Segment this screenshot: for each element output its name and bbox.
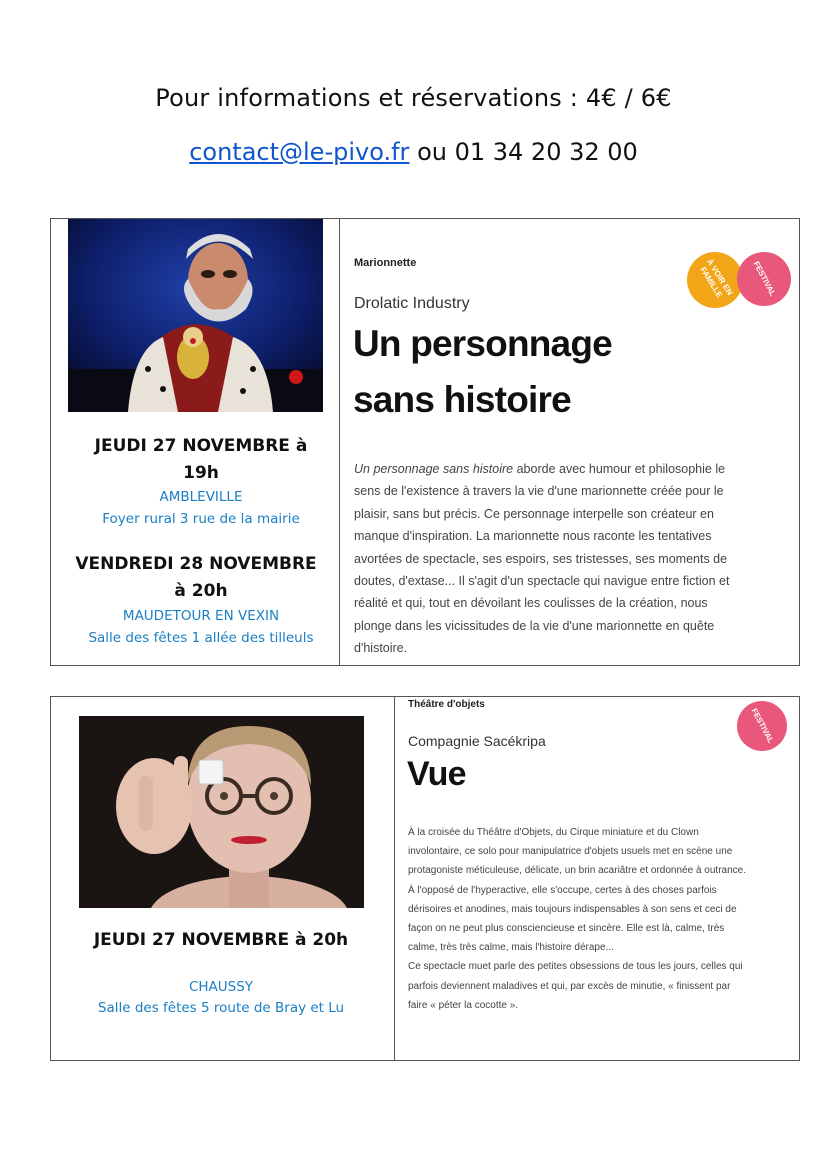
show-card-vue [50,696,800,1061]
card-divider [394,697,395,1060]
show-title: Vue [407,755,466,793]
venue-2-town: MAUDETOUR EN VEXIN [122,608,280,624]
show-category: Marionnette [354,257,417,269]
venue-1-address: Foyer rural 3 rue de la mairie [102,511,300,527]
description-paragraph-2: À l'opposé de l'hyperactive, elle s'occupe, certes à des choses parfois dérisoires et anodines, mais toujours indispensables à son sens et ceci de façon on ne peut plus consciencieuse et sincère. Elle est là, calme, très calme, très très calme, mais l'histoire dérape... [408,884,737,954]
phone-text: ou 01 34 20 32 00 [417,138,638,166]
show-title-line1: Un personnage [353,323,612,364]
festival-badge-label: FESTIVAL [751,259,778,298]
description-paragraph-3: Ce spectacle muet parle des petites obsessions de tous les jours, celles qui parfois deviennent maladives et qui, par excès de minutie, « finissent par faire « péter la cocotte ». [408,961,743,1011]
email-link[interactable]: contact@le-pivo.fr [189,138,410,166]
date-2-line2: à 20h [174,581,228,601]
show-photo-woman [79,716,364,908]
show-company: Drolatic Industry [354,295,470,312]
show-category: Théâtre d'objets [408,699,485,710]
festival-badge [737,252,791,306]
show-photo-puppeteer [68,219,323,412]
pricing-info: Pour informations et réservations : 4€ / 6€ [155,84,672,112]
show-description [354,458,744,660]
date-2-line1: VENDREDI 28 NOVEMBRE [75,554,317,574]
date-3-line: JEUDI 27 NOVEMBRE à 20h [93,930,349,950]
description-title-italic: Un personnage sans histoire [354,462,514,476]
date-1-line1: JEUDI 27 NOVEMBRE à [94,436,308,456]
show-title-line2: sans histoire [353,379,571,420]
show-description [408,823,750,1015]
show-company: Compagnie Sacékripa [408,733,546,749]
show-card-personnage [50,218,800,666]
family-badge [687,252,743,308]
date-1-line2: 19h [183,463,219,483]
venue-3-town: CHAUSSY [188,979,254,995]
festival-badge-label: FESTIVAL [749,706,776,745]
venue-2-address: Salle des fêtes 1 allée des tilleuls [88,630,314,646]
family-badge-label: À VOIR EN FAMILLE [698,257,735,300]
venue-3-address: Salle des fêtes 5 route de Bray et Lu [97,1000,345,1016]
contact-line [0,138,827,166]
venue-1-town: AMBLEVILLE [159,489,243,505]
description-paragraph-1: À la croisée du Théâtre d'Objets, du Cirque miniature et du Clown involontaire, ce solo pour manipulatrice d'objets usuels met en scène une protagoniste méticuleuse, délicate, un brin acariâtre et ordonnée à outrance. [408,827,746,877]
description-text: aborde avec humour et philosophie le sens de l'existence à travers la vie d'une marionnette créée pour le plaisir, sans but précis. Ce personnage interpelle son créateur en manque d'inspiration. La marionnette nous raconte les tentatives avortées de spectacle, ses espoirs, ses tristesses, ses moments de doutes, d'extase... Il s'agit d'un spectacle qui navigue entre fiction et réalité et qui, tout en dévoilant les coulisses de la création, nous plonge dans les vicissitudes de la vie d'une marionnette en quête d'histoire. [354,462,730,656]
card-divider [339,219,340,665]
festival-badge [737,701,787,751]
